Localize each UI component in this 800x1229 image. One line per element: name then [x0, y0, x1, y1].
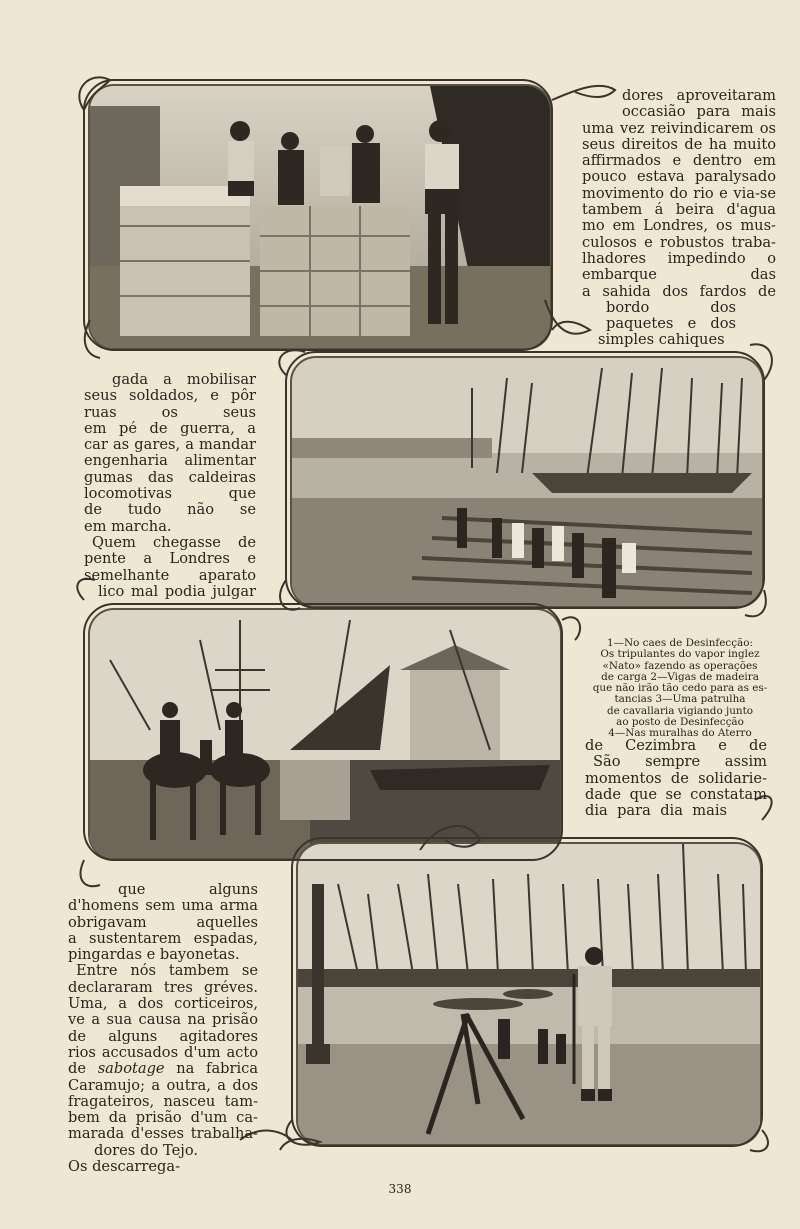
photo-dockworkers	[88, 84, 552, 350]
text-line: gada a mobilisar	[112, 372, 256, 388]
caption-line: de cavallaria vigiando junto	[606, 704, 754, 717]
text-column-top-right	[582, 88, 776, 349]
text-line: de tudo não se	[84, 502, 256, 519]
text-line: pingardas e bayonetas.	[68, 947, 240, 964]
text-line: pouco estava paralysado	[582, 169, 776, 186]
text-line: affirmados e dentro em	[582, 153, 776, 170]
text-fragment: de	[68, 1061, 86, 1078]
text-line: fragateiros, nasceu tam-	[68, 1093, 258, 1110]
caption-line: 1—No caes de Desinfecção:	[607, 637, 753, 649]
text-line-sabotage	[68, 1061, 258, 1077]
text-line: São sempre assim	[593, 754, 767, 771]
text-line: Quem chegasse de	[92, 534, 256, 551]
text-line: dores do Tejo.	[94, 1142, 198, 1159]
photo-soldier-quay	[296, 842, 762, 1146]
text-line: locomotivas que	[84, 486, 256, 503]
text-line: pente a Londres e	[84, 551, 256, 568]
caption-line: «Nato» fazendo as operações	[602, 659, 758, 672]
text-line: seus direitos de ha muito	[582, 136, 776, 153]
caption-line: tancias 3—Uma patrulha	[614, 693, 746, 706]
caption-line: ao posto de Desinfecção	[616, 716, 744, 729]
photo-soldier-quay-image	[298, 844, 760, 1144]
text-line: uma vez reivindicarem os	[582, 120, 776, 137]
text-line: dia para dia mais	[585, 803, 727, 820]
caption-line: 4—Nas muralhas do Aterro	[608, 727, 752, 740]
photo-caption	[590, 638, 770, 740]
photo-timber-beams	[290, 356, 764, 608]
text-line: declararam tres gréves.	[68, 979, 258, 996]
text-line: a sahida dos fardos de	[582, 283, 776, 300]
text-line: embarque das	[582, 267, 776, 284]
text-column-middle-left	[84, 372, 256, 600]
text-line: simples cahiques	[598, 332, 725, 349]
text-line: a sustentarem espadas,	[68, 930, 258, 947]
photo-cavalry-patrol	[88, 608, 562, 860]
text-line: gumas das caldeiras	[84, 469, 256, 486]
text-column-right-middle	[585, 738, 767, 819]
text-emphasis: sabotage	[97, 1061, 165, 1078]
text-line: momentos de solidarie-	[585, 770, 767, 787]
text-line: rios accusados d'um acto	[68, 1044, 258, 1061]
photo-dockworkers-image	[90, 86, 550, 348]
text-line: semelhante aparato	[84, 567, 256, 584]
photo-cavalry-patrol-image	[90, 610, 560, 858]
text-line: Os descarrega-	[68, 1159, 180, 1176]
text-line: bem da prisão d'um ca-	[68, 1110, 258, 1127]
text-line: culosos e robustos traba-	[582, 234, 776, 251]
text-line: mo em Londres, os mus-	[582, 218, 776, 235]
text-line: d'homens sem uma arma	[68, 898, 258, 915]
text-line: ve a sua causa na prisão	[68, 1012, 258, 1029]
text-line: de alguns agitadores	[68, 1028, 258, 1045]
text-line: car as gares, a mandar	[84, 437, 256, 454]
page-number: 338	[388, 1182, 412, 1196]
text-line: Uma, a dos corticeiros,	[68, 996, 258, 1013]
text-line: Caramujo; a outra, a dos	[68, 1077, 258, 1094]
text-line: dores aproveitaram	[622, 88, 776, 104]
text-line: obrigavam aquelles	[68, 914, 258, 931]
text-line: marada d'esses trabalha-	[68, 1126, 258, 1143]
text-line: de Cezimbra e de	[585, 738, 767, 754]
caption-line: que não irão tão cedo para as es-	[592, 682, 768, 695]
caption-line: Os tripulantes do vapor inglez	[600, 648, 760, 661]
text-line: Entre nós tambem se	[76, 963, 258, 980]
text-fragment: na fabrica	[176, 1061, 258, 1078]
text-line: tambem á beira d'agua	[582, 202, 776, 219]
text-line: paquetes e dos	[606, 316, 736, 333]
text-line: dade que se constatam	[585, 786, 767, 803]
text-line: bordo dos	[606, 299, 736, 316]
text-line: ruas os seus	[84, 404, 256, 421]
text-column-bottom-left	[68, 882, 258, 1175]
caption-line: de carga 2—Vigas de madeira	[601, 670, 759, 683]
text-line: engenharia alimentar	[84, 453, 256, 470]
text-line: occasião para mais	[622, 104, 776, 121]
text-line: seus soldados, e pôr	[84, 388, 256, 405]
text-line: em marcha.	[84, 518, 172, 535]
text-line: movimento do rio e via-se	[582, 185, 776, 202]
photo-timber-beams-image	[292, 358, 762, 606]
text-line: em pé de guerra, a	[84, 420, 256, 437]
text-line: que alguns	[118, 882, 258, 898]
text-line: lico mal podia julgar	[98, 583, 256, 600]
text-line: lhadores impedindo o	[582, 250, 776, 267]
